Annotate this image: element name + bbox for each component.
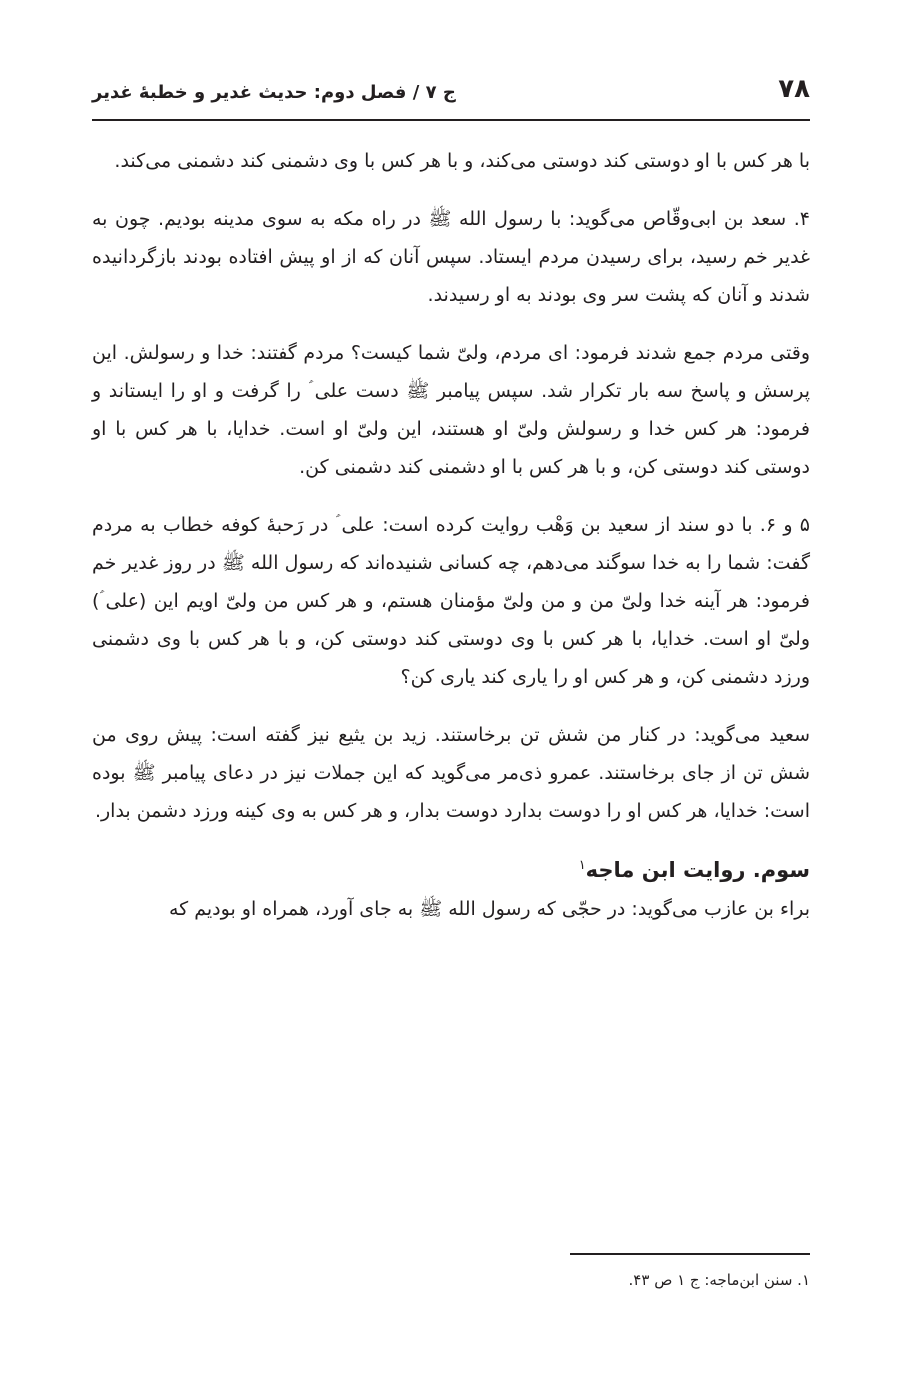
paragraph-said-says: سعید می‌گوید: در کنار من شش تن برخاستند. زید بن یثیع نیز گفته است: پیش روی من شش تن از جای برخاستند. عمرو ذی‌مر می‌گوید که این جملات نیز در دعای پیامبر ﷺ بوده است: خدایا، هر کس او را دوست بدارد دوست بدار، و هر کس به وی کینه ورزد دشمن بدار. xyxy=(92,724,810,822)
footnote-marker: ۱ xyxy=(578,858,586,873)
running-head: ج ۷ / فصل دوم: حدیث غدیر و خطبهٔ غدیر xyxy=(92,82,456,103)
header-divider xyxy=(92,119,810,121)
section-heading xyxy=(92,850,810,890)
footnote: ۱. سنن ابن‌ماجه: ج ۱ ص ۴۳. xyxy=(628,1271,810,1289)
paragraph-continuation: با هر کس با او دوستی کند دوستی می‌کند، و با هر کس با وی دشمنی کند دشمنی می‌کند. xyxy=(114,150,810,172)
paragraph-hadith-4: ۴. سعد بن ابی‌وقّاص می‌گوید: با رسول الله ﷺ در راه مکه به سوی مدینه بودیم. چون به غدیر خم رسید، برای رسیدن مردم ایستاد. سپس آنان که از او پیش افتاده بودند بازگردانیده شدند و آنان که پشت سر وی بودند به او رسیدند. xyxy=(92,208,810,306)
paragraph-bara: براء بن عازب می‌گوید: در حجّی که رسول الله ﷺ به جای آورد، همراه او بودیم که xyxy=(168,898,810,920)
page-number: ۷۸ xyxy=(778,74,810,104)
book-page xyxy=(92,0,810,1390)
section-heading-text: سوم. روایت ابن ماجه xyxy=(585,858,810,882)
main-text xyxy=(92,142,810,928)
footnote-divider xyxy=(570,1253,810,1255)
page-header xyxy=(92,66,810,116)
paragraph-hadith-5-6: ۵ و ۶. با دو سند از سعید بن وَهْب روایت کرده است: علی ؑ در رَحبهٔ کوفه خطاب به مردم گفت: شما را به خدا سوگند می‌دهم، چه کسانی شنیده‌اند که رسول الله ﷺ در روز غدیر خم فرمود: هر آینه خدا ولیّ من و من ولیّ مؤمنان هستم، و هر کس من ولیّ اویم این (علی ؑ) ولیّ او است. خدایا، با هر کس با وی دوستی کند دوستی کن، و با هر کس با وی دشمنی ورزد دشمنی کن، و هر کس او را یاری کند یاری کن؟ xyxy=(92,514,810,688)
paragraph-hadith-4-cont: وقتی مردم جمع شدند فرمود: ای مردم، ولیّ شما کیست؟ مردم گفتند: خدا و رسولش. این پرسش و پاسخ سه بار تکرار شد. سپس پیامبر ﷺ دست علی ؑ را گرفت و او را ایستاند و فرمود: هر کس خدا و رسولش ولیّ او هستند، این ولیّ او است. خدایا، با هر کس با او دوستی کند دوستی کن، و با هر کس با او دشمنی کند دشمنی کن. xyxy=(92,342,810,478)
